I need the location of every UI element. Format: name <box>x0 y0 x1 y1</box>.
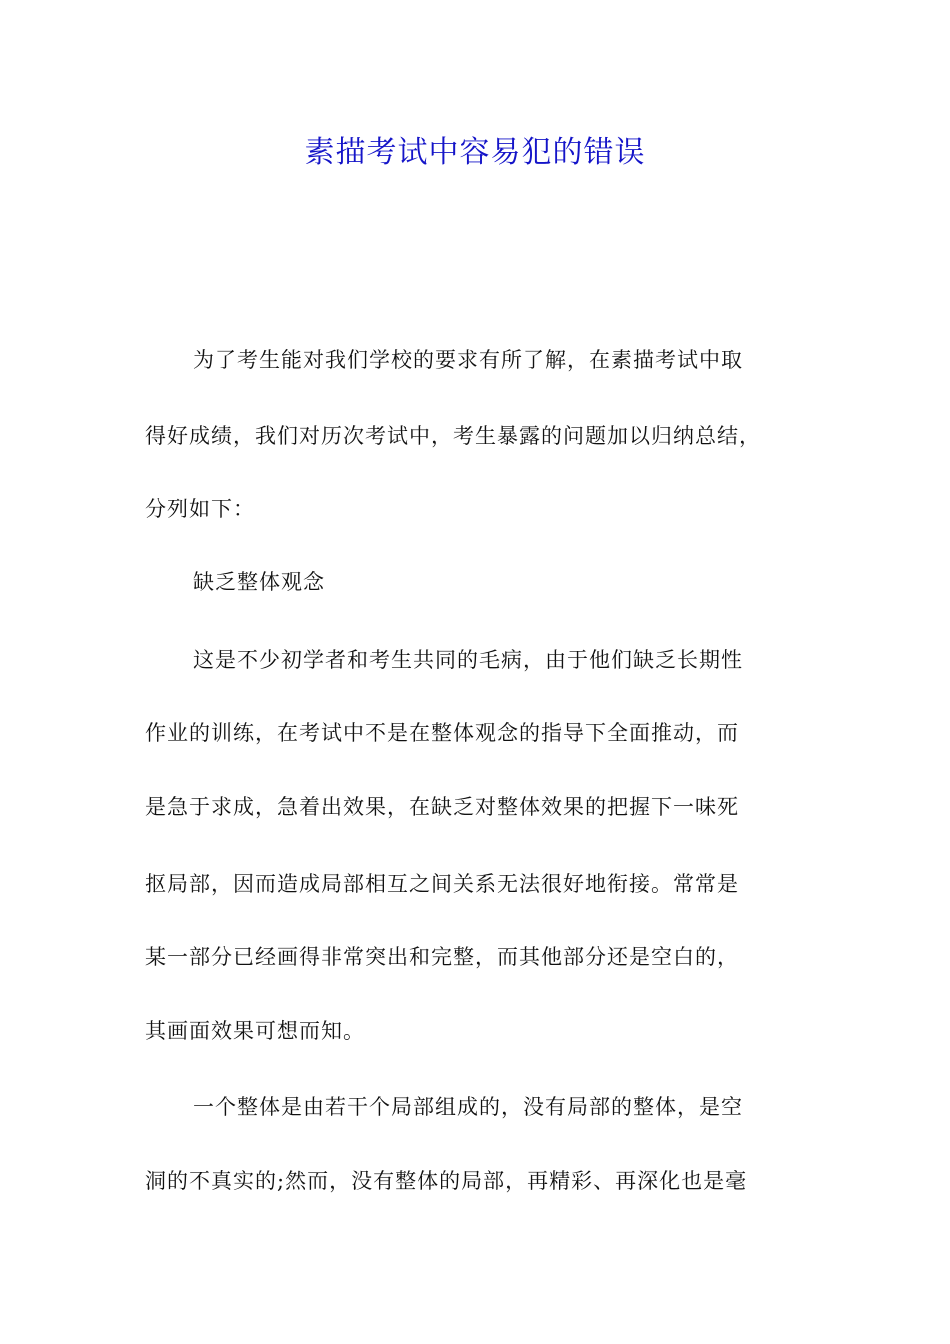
section-heading: 缺乏整体观念 <box>193 570 325 594</box>
paragraph-line: 得好成绩，我们对历次考试中，考生暴露的问题加以归纳总结， <box>145 424 761 448</box>
paragraph-line: 作业的训练，在考试中不是在整体观念的指导下全面推动，而 <box>145 721 739 745</box>
paragraph-line: 洞的不真实的;然而，没有整体的局部，再精彩、再深化也是毫 <box>145 1169 748 1193</box>
paragraph-line: 这是不少初学者和考生共同的毛病，由于他们缺乏长期性 <box>193 648 743 672</box>
paragraph-line: 某一部分已经画得非常突出和完整，而其他部分还是空白的， <box>145 945 739 969</box>
document-title: 素描考试中容易犯的错误 <box>304 135 646 170</box>
paragraph-line: 一个整体是由若干个局部组成的，没有局部的整体，是空 <box>193 1095 743 1119</box>
paragraph-line: 抠局部，因而造成局部相互之间关系无法很好地衔接。常常是 <box>145 872 739 896</box>
paragraph-line: 为了考生能对我们学校的要求有所了解，在素描考试中取 <box>193 348 743 372</box>
paragraph-line: 其画面效果可想而知。 <box>145 1019 365 1043</box>
paragraph-line: 是急于求成，急着出效果，在缺乏对整体效果的把握下一味死 <box>145 795 739 819</box>
paragraph-line: 分列如下： <box>145 497 255 521</box>
